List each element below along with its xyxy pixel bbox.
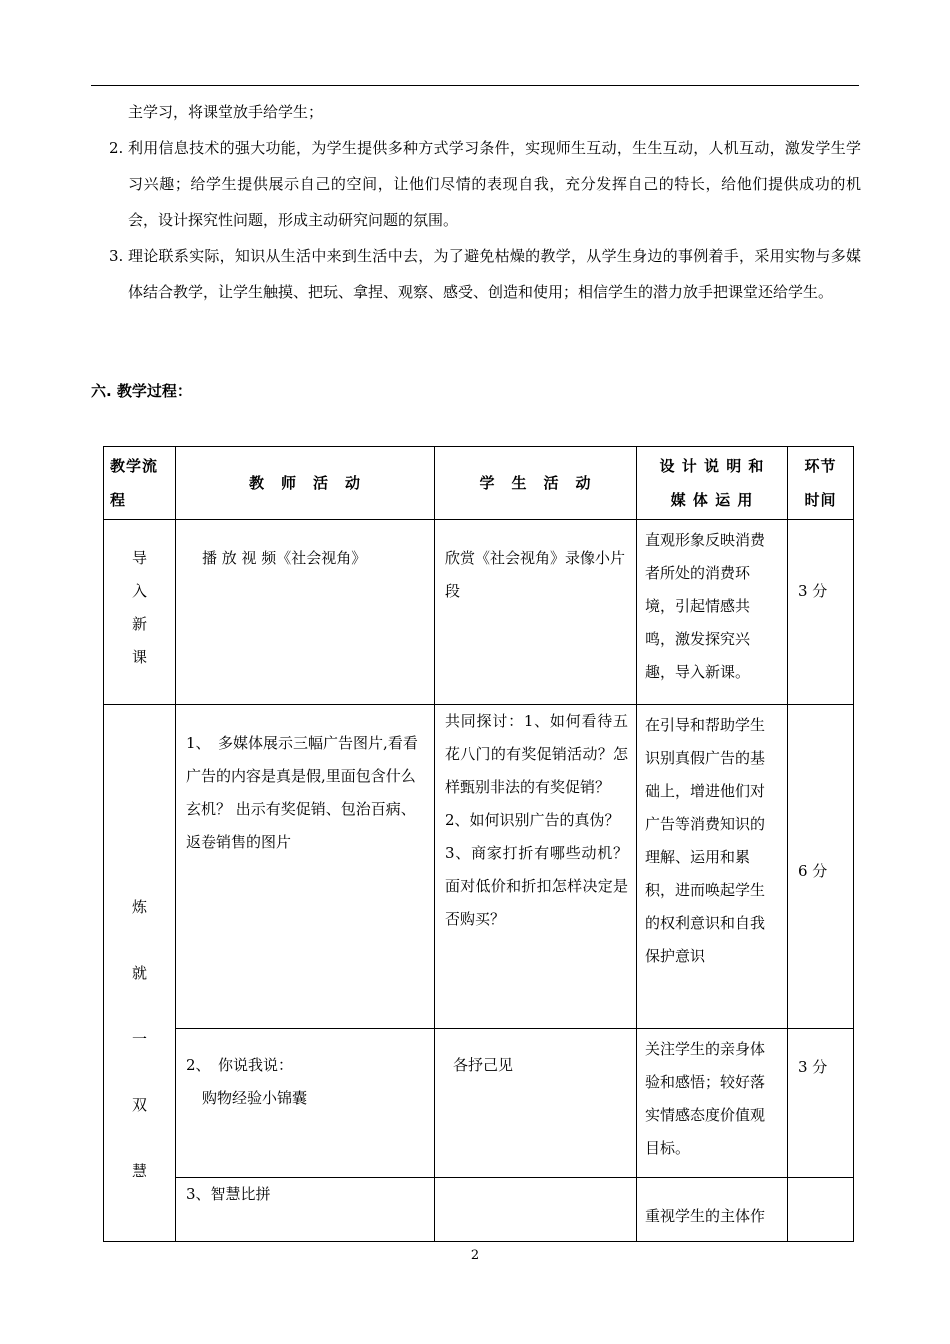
flow-char: 新 xyxy=(131,615,147,633)
flow-char: 课 xyxy=(131,648,147,666)
header-teacher: 教 师 活 动 xyxy=(176,447,435,520)
student-intro: 欣赏《社会视角》录像小片段 xyxy=(435,520,637,705)
header-rule xyxy=(91,85,859,86)
flow-char: 双 xyxy=(131,1096,147,1114)
design-intro: 直观形象反映消费者所处的消费环境，引起情感共鸣，激发探究兴趣，导入新课。 xyxy=(637,520,788,705)
page-number: 2 xyxy=(470,1248,480,1263)
section-title: 六. 教学过程： xyxy=(91,382,192,400)
design-practice-3: 重视学生的主体作 xyxy=(637,1178,788,1242)
design-practice-1: 在引导和帮助学生识别真假广告的基础上，增进他们对广告等消费知识的理解、运用和累积，进而唤起学生的权利意识和自我保护意识 xyxy=(637,705,788,1029)
time-practice-2: 3 分 xyxy=(788,1029,854,1178)
student-practice-2: 各抒己见 xyxy=(435,1029,637,1178)
header-design-line2: 媒 体 运 用 xyxy=(670,491,754,509)
flow-intro xyxy=(104,520,176,705)
item-number: 2. xyxy=(109,139,124,157)
teacher-practice-2 xyxy=(176,1029,435,1178)
row-practice-1 xyxy=(104,705,854,1029)
teacher-practice-1: 1、 多媒体展示三幅广告图片,看看广告的内容是真是假,里面包含什么玄机？ 出示有奖促销、包治百病、返卷销售的图片 xyxy=(176,705,435,1029)
flow-practice xyxy=(104,705,176,1242)
student-practice-1: 共同探讨：1、如何看待五花八门的有奖促销活动？怎样甄别非法的有奖促销？ 2、如何识别广告的真伪？ 3、商家打折有哪些动机？面对低价和折扣怎样决定是否购买？ xyxy=(435,705,637,1029)
flow-char: 入 xyxy=(131,582,147,600)
header-design-line1: 设 计 说 明 和 xyxy=(659,457,765,475)
time-intro: 3 分 xyxy=(788,520,854,705)
item-text: 利用信息技术的强大功能，为学生提供多种方式学习条件，实现师生互动，生生互动，人机互动，激发学生学习兴趣；给学生提供展示自己的空间，让他们尽情的表现自我，充分发挥自己的特长，给他们提供成功的机会，设计探究性问题，形成主动研究问题的氛围。 xyxy=(128,139,861,229)
row-practice-2 xyxy=(104,1029,854,1178)
flow-char: 一 xyxy=(131,1030,147,1048)
header-time xyxy=(788,447,854,520)
time-practice-3 xyxy=(788,1178,854,1242)
student-practice-3 xyxy=(435,1178,637,1242)
time-practice-1: 6 分 xyxy=(788,705,854,1029)
intro-item-2 xyxy=(109,130,861,238)
flow-char: 就 xyxy=(131,964,147,982)
intro-item-3 xyxy=(109,238,861,310)
row-practice-3 xyxy=(104,1178,854,1242)
header-row xyxy=(104,447,854,520)
teaching-process-table xyxy=(103,446,854,1242)
teacher-practice-2-line1: 2、 你说我说： xyxy=(186,1056,294,1074)
intro-cont-text: 主学习，将课堂放手给学生； xyxy=(128,103,324,121)
item-number: 3. xyxy=(109,247,124,265)
row-intro xyxy=(104,520,854,705)
header-design xyxy=(637,447,788,520)
header-student: 学 生 活 动 xyxy=(435,447,637,520)
item-text: 理论联系实际，知识从生活中来到生活中去，为了避免枯燥的教学，从学生身边的事例着手，采用实物与多媒体结合教学，让学生触摸、把玩、拿捏、观察、感受、创造和使用；相信学生的潜力放手把课堂还给学生。 xyxy=(128,247,861,301)
teacher-intro: 播 放 视 频《社会视角》 xyxy=(176,520,435,705)
teacher-practice-3: 3、智慧比拼 xyxy=(176,1178,435,1242)
design-practice-2: 关注学生的亲身体验和感悟；较好落实情感态度价值观目标。 xyxy=(637,1029,788,1178)
flow-char: 慧 xyxy=(131,1162,147,1180)
header-time-line2: 时间 xyxy=(804,491,837,509)
teacher-practice-2-line2: 购物经验小锦囊 xyxy=(202,1089,308,1107)
header-time-line1: 环节 xyxy=(804,457,837,475)
header-flow: 教学流程 xyxy=(104,447,176,520)
flow-char: 炼 xyxy=(131,898,147,916)
intro-continuation xyxy=(109,94,861,130)
flow-char: 导 xyxy=(131,549,147,567)
